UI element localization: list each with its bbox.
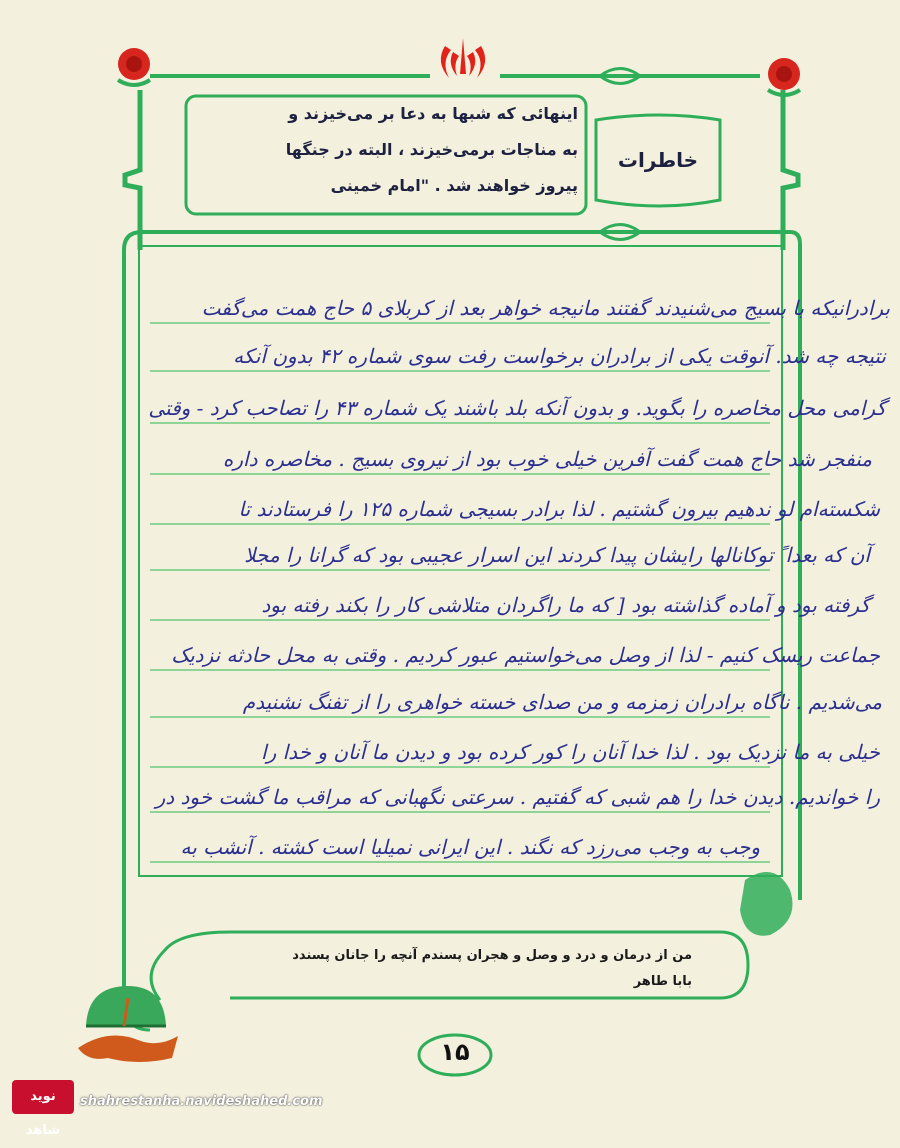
letter-line-2: نتیجه‌ چه شد. آنوقت یکی از برادران برخواست رفت سوی شماره ۴۲ بدون آنکه [233, 344, 886, 368]
footer-poem: من از درمان و درد و وصل و هجران پسندم آنچه را جانان پسندد [292, 948, 692, 963]
page-number: ۱۵ [440, 1038, 470, 1066]
site-logo [12, 1080, 74, 1138]
letter-line-1: برادرانیکه با بسیج می‌شنیدند گفتند مانیجه خواهر بعد از کربلای ۵ حاج همت می‌گفت [201, 296, 890, 320]
letter-line-7: گرفته بود و آماده گذاشته بود [ که ما راگردان متلاشی کار را بکند رفته بود [261, 593, 870, 617]
page-title: خاطرات [617, 148, 699, 172]
letter-line-12: وجب به وجب می‌رزد که نگند . این ایرانی نمیلیا است کشته . آنشب به [180, 835, 760, 859]
site-logo-text: نوید شاهد [25, 1089, 61, 1138]
letter-line-11: را خواندیم. دیدن خدا را هم شبی که گفتیم . سرعتی نگهبانی که مراقب ما گشت خود در [155, 785, 880, 809]
letter-line-8: جماعت ریسک کنیم - لذا از وصل می‌خواستیم عبور کردیم . وقتی به محل حادثه نزدیک [171, 643, 880, 667]
watermark-url[interactable]: shahrestanha.navideshahed.com [80, 1094, 323, 1109]
quote-line-2: به مناجات برمی‌خیزند ، البته در جنگها [285, 140, 578, 159]
letter-line-5: شکسته‌ام لو ندهیم بیرون گشتیم . لذا برادر بسیجی شماره ۱۲۵ را فرستادند تا [238, 497, 880, 521]
letter-line-6: آن که بعدا ً توکانالها رایشان پیدا کردند این اسرار عجیبی بود که گرانا را مجلا [244, 543, 870, 567]
quote-line-3: پیروز خواهند شد . "امام خمینی [330, 176, 578, 195]
letter-line-4: منفجر شد حاج همت گفت آفرین خیلی خوب بود از نیروی بسیج . مخاصره داره [222, 447, 872, 471]
footer-poet: بابا طاهر [633, 974, 692, 989]
letter-line-9: می‌شدیم . ناگاه برادران زمزمه و من صدای خسته خواهری را از تفنگ نشنیدم [242, 690, 882, 714]
quote-line-1: اینهائی که شبها به دعا بر می‌خیزند و [288, 104, 578, 123]
letter-line-3: گرامی محل مخاصره را بگوید. و بدون آنکه بلد باشند یک شماره ۴۳ را تصاحب کرد - وقتی [148, 396, 886, 420]
letter-line-10: خیلی به ما نزدیک بود . لذا خدا آنان را کور کرده بود و دیدن ما آنان و خدا را [261, 740, 880, 764]
helmet-illustration-icon [68, 978, 186, 1068]
